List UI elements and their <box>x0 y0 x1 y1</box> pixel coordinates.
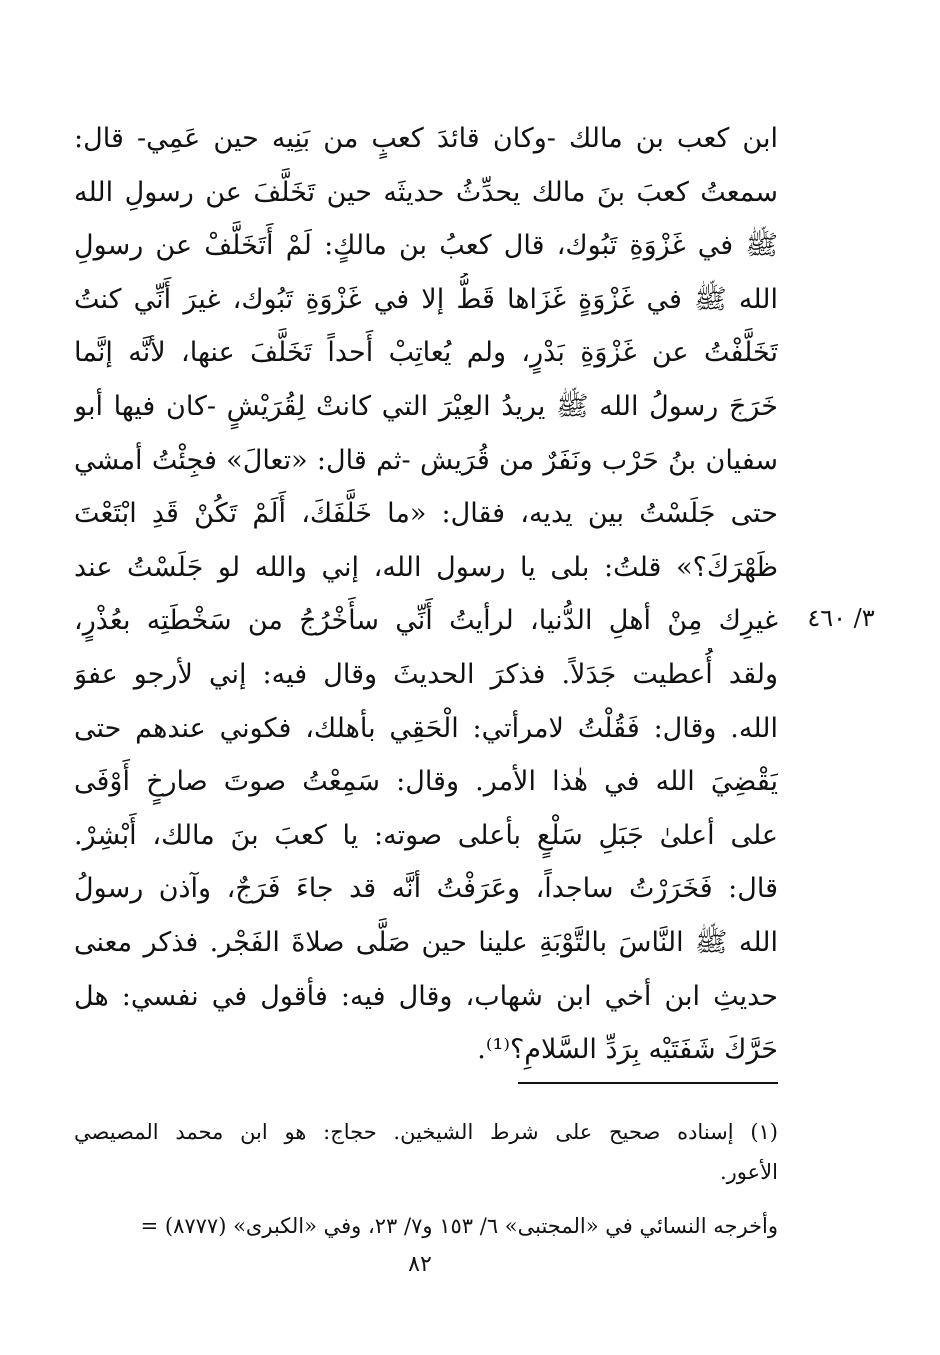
page-number: ٨٢ <box>408 1252 432 1277</box>
text-line-6: خَرَجَ رسولُ الله ﷺ يريدُ العِيْرَ التي كانتْ لِقُرَيْشٍ -كان فيها أبو <box>74 390 778 422</box>
footnotes-block <box>74 1112 778 1246</box>
text-line-8: حتى جَلَسْتُ بين يديه، فقال: «ما خَلَّفَكَ، أَلَمْ تَكُنْ قَدِ ابْتَعْتَ <box>74 498 778 530</box>
text-line-1: ابن كعب بن مالك -وكان قائدَ كعبٍ من بَنِيه حين عَمِي- قال: <box>74 123 778 154</box>
footnote-line-3: وأخرجه النسائي في «المجتبى» ٦/ ١٥٣ و٧/ ٢٣، وفي «الكبرى» (٨٧٧٧) = <box>140 1214 778 1238</box>
text-line-14: على أعلىٰ جَبَلِ سَلْعٍ بأعلى صوته: يا كعبَ بنَ مالك، أَبْشِرْ. <box>74 819 778 851</box>
main-text-block <box>74 112 778 1077</box>
text-line-10: غيرِك مِنْ أهلِ الدُّنيا، لرأيتُ أَنِّي سأَخْرُجُ من سَخْطَتِه بعُذْرٍ، <box>74 605 778 637</box>
footnote-line-2: الأعور. <box>719 1160 778 1184</box>
text-line-3: ﷺ في غَزْوَةِ تَبُوك، قال كعبُ بن مالكٍ: لَمْ أَتَخَلَّفْ عن رسولِ <box>74 230 778 262</box>
text-line-7: سفيان بنُ حَرْب ونَفَرٌ من قُرَيش -ثم قال: «تعالَ» فجِئْتُ أمشي <box>74 444 778 476</box>
text-line-12: الله. وقال: فَقُلْتُ لامرأتي: الْحَقِي بأهلك، فكوني عندهم حتى <box>74 712 778 744</box>
text-line-17: حديثِ ابن أخي ابن شهاب، وقال فيه: فأقول في نفسي: هل <box>74 980 778 1012</box>
text-line-15: قال: فَخَرَرْتُ ساجداً، وعَرَفْتُ أنَّه قد جاءَ فَرَجٌ، وآذن رسولُ <box>74 873 778 905</box>
footnote-separator <box>518 1082 778 1084</box>
text-line-16: الله ﷺ النَّاسَ بالتَّوْبَةِ علينا حين صَلَّى صلاةَ الفَجْر. فذكر معنى <box>74 926 778 958</box>
footnote-line-1: (١) إسناده صحيح على شرط الشيخين. حجاج: هو ابن محمد المصيصي <box>74 1120 778 1144</box>
text-line-13: يَقْضِيَ الله في هٰذا الأمر. وقال: سَمِعْتُ صوتَ صارخٍ أَوْفَى <box>74 766 778 798</box>
text-line-2: سمعتُ كعبَ بنَ مالك يحدِّثُ حديثَه حين تَخَلَّفَ عن رسولِ الله <box>74 176 778 208</box>
text-line-9: ظَهْرَكَ؟» قلتُ: بلى يا رسول الله، إني والله لو جَلَسْتُ عند <box>74 551 778 583</box>
text-line-4: الله ﷺ في غَزْوَةٍ غَزَاها قَطُّ إلا في غَزْوَةِ تَبُوك، غيرَ أَنِّي كنتُ <box>74 283 778 315</box>
text-line-5: تَخَلَّفْتُ عن غَزْوَةِ بَدْرٍ، ولم يُعاتِبْ أَحداً تَخَلَّفَ عنها، لأنَّه إنَّما <box>74 337 778 369</box>
text-line-11: ولقد أُعطيت جَدَلاً. فذكرَ الحديثَ وقال فيه: إني لأرجو عفوَ <box>74 658 778 690</box>
text-line-18: حَرَّكَ شَفَتَيْه بِرَدِّ السَّلامِ؟⁽¹⁾. <box>477 1034 778 1066</box>
margin-reference: ٣/ ٤٦٠ <box>807 604 875 632</box>
